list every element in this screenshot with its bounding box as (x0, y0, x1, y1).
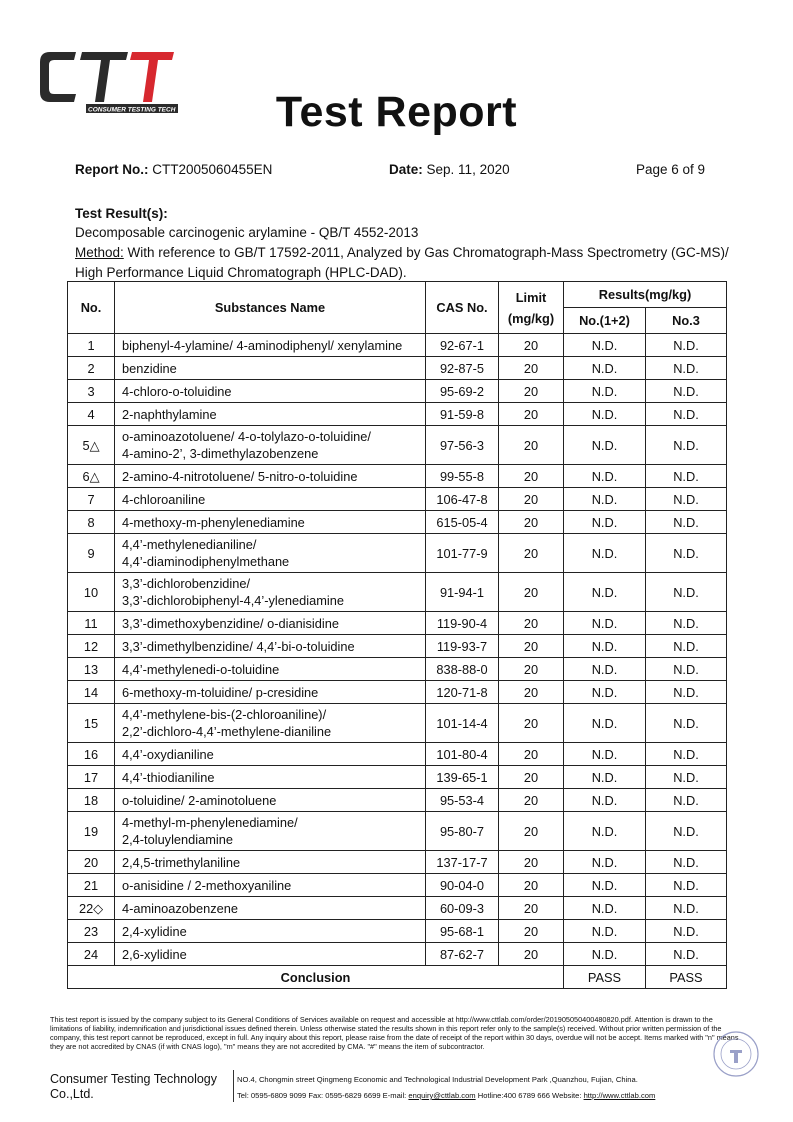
row-number: 8 (68, 511, 115, 534)
logo-subtext: CONSUMER TESTING TECH (88, 106, 176, 114)
table-row (68, 897, 727, 920)
substance-name (115, 704, 426, 743)
limit-value: 20 (499, 573, 564, 612)
limit-value: 20 (499, 681, 564, 704)
table-row (68, 511, 727, 534)
result-sample-1-2: N.D. (564, 897, 646, 920)
result-sample-1-2: N.D. (564, 658, 646, 681)
row-number: 11 (68, 612, 115, 635)
table-row (68, 612, 727, 635)
row-number: 10 (68, 573, 115, 612)
substance-name (115, 658, 426, 681)
result-sample-3: N.D. (646, 851, 727, 874)
result-sample-1-2: N.D. (564, 403, 646, 426)
substance-name-line: 2,6-xylidine (122, 946, 187, 962)
substance-name-line: o-aminoazotoluene/ 4-o-tolylazo-o-toluidine/ (122, 429, 371, 444)
cas-number: 95-53-4 (426, 789, 499, 812)
substance-name-line: 2,2’-dichloro-4,4’-methylene-dianiline (122, 724, 332, 739)
limit-value: 20 (499, 704, 564, 743)
report-number-value: CTT2005060455EN (152, 162, 273, 177)
row-number: 14 (68, 681, 115, 704)
table-row (68, 334, 727, 357)
substance-name (115, 465, 426, 488)
method-label: Method: (75, 245, 124, 260)
report-number-label: Report No.: (75, 162, 149, 177)
header-sample-1-2: No.(1+2) (564, 308, 646, 334)
cas-number: 90-04-0 (426, 874, 499, 897)
substance-name (115, 380, 426, 403)
limit-value: 20 (499, 658, 564, 681)
result-sample-3: N.D. (646, 812, 727, 851)
limit-value: 20 (499, 534, 564, 573)
substance-name (115, 943, 426, 966)
substance-name-line: 4,4’-diaminodiphenylmethane (122, 554, 290, 569)
cas-number: 101-80-4 (426, 743, 499, 766)
row-number: 3 (68, 380, 115, 403)
row-number: 22◇ (68, 897, 115, 920)
table-row (68, 403, 727, 426)
substance-name (115, 812, 426, 851)
company-address: NO.4, Chongmin street Qingmeng Economic and Technological Industrial Development Park ,Quanzhou, Fujian, China. (237, 1075, 638, 1084)
result-sample-3: N.D. (646, 380, 727, 403)
substance-name-line: 2-naphthylamine (122, 406, 217, 422)
substance-name (115, 534, 426, 573)
substance-name-line: 6-methoxy-m-toluidine/ p-cresidine (122, 684, 319, 700)
cas-number: 137-17-7 (426, 851, 499, 874)
substance-name-line: 3,3’-dichlorobenzidine/ (122, 576, 251, 591)
result-sample-1-2: N.D. (564, 380, 646, 403)
substance-name-line: 4-methoxy-m-phenylenediamine (122, 514, 305, 530)
cas-number: 101-77-9 (426, 534, 499, 573)
row-number: 2 (68, 357, 115, 380)
substance-name-line: 2,4-toluylendiamine (122, 832, 233, 847)
substance-name (115, 897, 426, 920)
result-sample-3: N.D. (646, 511, 727, 534)
result-sample-1-2: N.D. (564, 743, 646, 766)
limit-value: 20 (499, 488, 564, 511)
result-sample-1-2: N.D. (564, 488, 646, 511)
substance-name-line: biphenyl-4-ylamine/ 4-aminodiphenyl/ xenylamine (122, 337, 403, 353)
report-date-value: Sep. 11, 2020 (426, 162, 510, 177)
result-sample-1-2: N.D. (564, 465, 646, 488)
limit-value: 20 (499, 635, 564, 658)
limit-value: 20 (499, 766, 564, 789)
result-sample-3: N.D. (646, 612, 727, 635)
conclusion-sample-3: PASS (646, 966, 727, 989)
result-sample-3: N.D. (646, 534, 727, 573)
header-results: Results(mg/kg) (564, 282, 727, 308)
row-number: 4 (68, 403, 115, 426)
limit-value: 20 (499, 743, 564, 766)
test-result-heading: Test Result(s): (75, 206, 168, 221)
table-row (68, 681, 727, 704)
conclusion-label: Conclusion (68, 966, 564, 989)
substance-name-line: 4,4’-oxydianiline (122, 746, 214, 762)
table-row (68, 920, 727, 943)
result-sample-1-2: N.D. (564, 681, 646, 704)
row-number: 15 (68, 704, 115, 743)
limit-value: 20 (499, 612, 564, 635)
table-row (68, 465, 727, 488)
limit-value: 20 (499, 380, 564, 403)
header-no: No. (68, 282, 115, 334)
substance-name (115, 635, 426, 658)
substance-name (115, 612, 426, 635)
cas-number: 92-87-5 (426, 357, 499, 380)
header-limit-unit: (mg/kg) (507, 310, 555, 326)
substance-name-line: 3,3’-dichlorobiphenyl-4,4’-ylenediamine (122, 593, 344, 608)
result-sample-3: N.D. (646, 874, 727, 897)
company-name (50, 1072, 232, 1102)
table-row (68, 573, 727, 612)
table-row (68, 766, 727, 789)
header-substance-name: Substances Name (115, 282, 426, 334)
cas-number: 119-90-4 (426, 612, 499, 635)
result-sample-3: N.D. (646, 943, 727, 966)
substance-name-line: 4,4’-thiodianiline (122, 769, 215, 785)
result-sample-1-2: N.D. (564, 789, 646, 812)
row-number: 23 (68, 920, 115, 943)
table-row (68, 488, 727, 511)
row-number: 16 (68, 743, 115, 766)
substance-name (115, 488, 426, 511)
table-row (68, 851, 727, 874)
row-number: 5△ (68, 426, 115, 465)
result-sample-3: N.D. (646, 573, 727, 612)
table-row (68, 658, 727, 681)
result-sample-3: N.D. (646, 357, 727, 380)
substance-name-line: benzidine (122, 360, 177, 376)
cas-number: 60-09-3 (426, 897, 499, 920)
table-row (68, 789, 727, 812)
substance-name (115, 334, 426, 357)
substance-name-line: 4,4’-methylenedianiline/ (122, 537, 257, 552)
website-link[interactable]: http://www.cttlab.com (583, 1091, 656, 1100)
method-text: With reference to GB/T 17592-2011, Analyzed by Gas Chromatograph-Mass Spectrometry (GC-MS)/ (123, 245, 729, 260)
limit-value: 20 (499, 789, 564, 812)
row-number: 20 (68, 851, 115, 874)
cas-number: 615-05-4 (426, 511, 499, 534)
row-number: 21 (68, 874, 115, 897)
row-number: 9 (68, 534, 115, 573)
limit-value: 20 (499, 334, 564, 357)
row-number: 18 (68, 789, 115, 812)
cas-number: 99-55-8 (426, 465, 499, 488)
disclaimer-text: This test report is issued by the company subject to its General Conditions of Services available on request and accessible at http://www.cttlab.com/order/201905050400480820.pdf. Attention is drawn to the limitations of liability, indemnification and jurisdictional issues defined therein. Unless otherwise stated the results shown in this report refer only to the sample(s) received. Without prior written permission of the company, this test report cannot be reproduced, except in full. Any inquiry about this report, please raise from the date of receipt of the report within 30 days, overdue will not be accept. Items marked with "n" means they are not accredited by CNAS (if with CNAS logo), "m" means they are not accredited by CMA. "#" means the item of subcontractor. (50, 1015, 739, 1051)
result-sample-1-2: N.D. (564, 511, 646, 534)
substance-name-line: o-toluidine/ 2-aminotoluene (122, 792, 277, 808)
contact-email-link[interactable]: enquiry@cttlab.com (408, 1091, 476, 1100)
row-number: 24 (68, 943, 115, 966)
result-sample-3: N.D. (646, 897, 727, 920)
header-sample-3: No.3 (646, 308, 727, 334)
limit-value: 20 (499, 851, 564, 874)
result-sample-1-2: N.D. (564, 704, 646, 743)
result-sample-3: N.D. (646, 465, 727, 488)
table-row (68, 704, 727, 743)
result-sample-1-2: N.D. (564, 635, 646, 658)
result-sample-3: N.D. (646, 743, 727, 766)
result-sample-1-2: N.D. (564, 812, 646, 851)
cas-number: 87-62-7 (426, 943, 499, 966)
cas-number: 91-94-1 (426, 573, 499, 612)
cas-number: 95-69-2 (426, 380, 499, 403)
limit-value: 20 (499, 897, 564, 920)
company-name-line2: Co.,Ltd. (50, 1087, 94, 1101)
result-sample-1-2: N.D. (564, 573, 646, 612)
table-row (68, 812, 727, 851)
table-row (68, 426, 727, 465)
result-sample-1-2: N.D. (564, 426, 646, 465)
limit-value: 20 (499, 465, 564, 488)
result-sample-1-2: N.D. (564, 920, 646, 943)
results-table (67, 281, 727, 989)
company-name-line1: Consumer Testing Technology (50, 1072, 217, 1086)
result-sample-3: N.D. (646, 766, 727, 789)
result-sample-1-2: N.D. (564, 534, 646, 573)
substance-name-line: o-anisidine / 2-methoxyaniline (122, 877, 292, 893)
limit-value: 20 (499, 943, 564, 966)
report-date-label: Date: (389, 162, 423, 177)
table-row (68, 743, 727, 766)
substance-name-line: 4-aminoazobenzene (122, 900, 238, 916)
company-contact (237, 1091, 655, 1100)
cas-number: 95-68-1 (426, 920, 499, 943)
table-row (68, 380, 727, 403)
contact-hotline: Hotline:400 6789 666 Website: (475, 1091, 584, 1100)
substance-name (115, 851, 426, 874)
substance-name (115, 789, 426, 812)
table-row (68, 874, 727, 897)
result-sample-3: N.D. (646, 920, 727, 943)
cas-number: 120-71-8 (426, 681, 499, 704)
substance-name (115, 357, 426, 380)
substance-name (115, 511, 426, 534)
substance-name (115, 766, 426, 789)
row-number: 17 (68, 766, 115, 789)
limit-value: 20 (499, 511, 564, 534)
cas-number: 139-65-1 (426, 766, 499, 789)
limit-value: 20 (499, 357, 564, 380)
result-sample-3: N.D. (646, 704, 727, 743)
report-date (389, 162, 510, 177)
result-sample-3: N.D. (646, 789, 727, 812)
result-sample-1-2: N.D. (564, 612, 646, 635)
result-sample-3: N.D. (646, 488, 727, 511)
table-row (68, 635, 727, 658)
limit-value: 20 (499, 403, 564, 426)
test-method-cont: High Performance Liquid Chromatograph (HPLC-DAD). (75, 265, 407, 280)
row-number: 1 (68, 334, 115, 357)
result-sample-3: N.D. (646, 681, 727, 704)
substance-name (115, 874, 426, 897)
substance-name-line: 4,4’-methylene-bis-(2-chloroaniline)/ (122, 707, 327, 722)
substance-name-line: 4-amino-2’, 3-dimethylazobenzene (122, 446, 319, 461)
result-sample-3: N.D. (646, 334, 727, 357)
result-sample-1-2: N.D. (564, 874, 646, 897)
limit-value: 20 (499, 812, 564, 851)
limit-value: 20 (499, 920, 564, 943)
cas-number: 838-88-0 (426, 658, 499, 681)
cas-number: 92-67-1 (426, 334, 499, 357)
result-sample-1-2: N.D. (564, 766, 646, 789)
substance-name (115, 426, 426, 465)
substance-name (115, 681, 426, 704)
header-cas-no: CAS No. (426, 282, 499, 334)
header-limit (499, 282, 564, 334)
substance-name (115, 920, 426, 943)
cas-number: 91-59-8 (426, 403, 499, 426)
table-row (68, 357, 727, 380)
cas-number: 101-14-4 (426, 704, 499, 743)
result-sample-1-2: N.D. (564, 943, 646, 966)
substance-name-line: 4-chloro-o-toluidine (122, 383, 232, 399)
conclusion-sample-1-2: PASS (564, 966, 646, 989)
test-standard: Decomposable carcinogenic arylamine - QB/T 4552-2013 (75, 225, 419, 240)
row-number: 7 (68, 488, 115, 511)
substance-name-line: 2-amino-4-nitrotoluene/ 5-nitro-o-toluidine (122, 468, 358, 484)
substance-name (115, 573, 426, 612)
report-number (75, 162, 272, 177)
company-seal-icon (712, 1030, 760, 1078)
result-sample-1-2: N.D. (564, 851, 646, 874)
table-row (68, 534, 727, 573)
page-title: Test Report (275, 88, 518, 136)
cas-number: 95-80-7 (426, 812, 499, 851)
substance-name (115, 743, 426, 766)
row-number: 19 (68, 812, 115, 851)
row-number: 12 (68, 635, 115, 658)
cas-number: 119-93-7 (426, 635, 499, 658)
result-sample-3: N.D. (646, 426, 727, 465)
row-number: 6△ (68, 465, 115, 488)
substance-name (115, 403, 426, 426)
limit-value: 20 (499, 426, 564, 465)
test-method (75, 245, 729, 260)
substance-name-line: 3,3’-dimethylbenzidine/ 4,4’-bi-o-toluidine (122, 638, 355, 654)
table-row (68, 943, 727, 966)
cas-number: 106-47-8 (426, 488, 499, 511)
page-number: Page 6 of 9 (636, 162, 706, 177)
result-sample-1-2: N.D. (564, 334, 646, 357)
substance-name-line: 4,4’-methylenedi-o-toluidine (122, 661, 280, 677)
substance-name-line: 3,3’-dimethoxybenzidine/ o-dianisidine (122, 615, 339, 631)
substance-name-line: 2,4,5-trimethylaniline (122, 854, 241, 870)
substance-name-line: 2,4-xylidine (122, 923, 187, 939)
limit-value: 20 (499, 874, 564, 897)
result-sample-1-2: N.D. (564, 357, 646, 380)
cas-number: 97-56-3 (426, 426, 499, 465)
substance-name-line: 4-chloroaniline (122, 491, 206, 507)
result-sample-3: N.D. (646, 635, 727, 658)
result-sample-3: N.D. (646, 658, 727, 681)
result-sample-3: N.D. (646, 403, 727, 426)
row-number: 13 (68, 658, 115, 681)
footer-divider (233, 1070, 234, 1102)
contact-phone: Tel: 0595-6809 9099 Fax: 0595-6829 6699 E-mail: (237, 1091, 409, 1100)
substance-name-line: 4-methyl-m-phenylenediamine/ (122, 815, 298, 830)
header-limit-label: Limit (515, 289, 547, 305)
